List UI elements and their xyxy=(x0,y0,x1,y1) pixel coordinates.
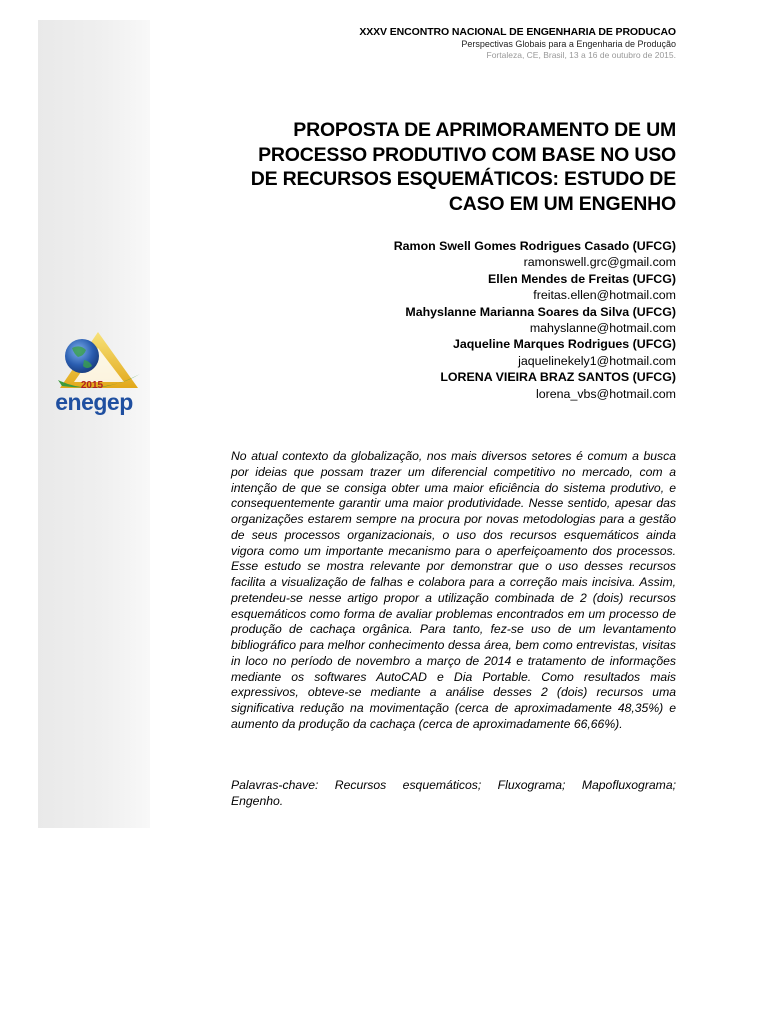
author-email: ramonswell.grc@gmail.com xyxy=(523,255,676,270)
author-email: lorena_vbs@hotmail.com xyxy=(536,386,676,401)
logo-wordmark: enegep xyxy=(55,389,133,415)
author-name: LORENA VIEIRA BRAZ SANTOS (UFCG) xyxy=(440,370,676,385)
conference-location: Fortaleza, CE, Brasil, 13 a 16 de outubro de 2015. xyxy=(486,50,676,60)
side-band xyxy=(38,20,150,828)
title-line: DE RECURSOS ESQUEMÁTICOS: ESTUDO DE xyxy=(250,168,676,190)
title-line: PROPOSTA DE APRIMORAMENTO DE UM xyxy=(293,119,676,141)
enegep-logo xyxy=(40,330,150,416)
paper-title xyxy=(236,118,676,216)
conference-name: XXXV ENCONTRO NACIONAL DE ENGENHARIA DE PRODUCAO xyxy=(359,26,676,38)
keywords: Palavras-chave: Recursos esquemáticos; Fluxograma; Mapofluxograma; Engenho. xyxy=(231,778,676,808)
author-email: mahyslanne@hotmail.com xyxy=(529,321,676,336)
author-name: Ellen Mendes de Freitas (UFCG) xyxy=(488,271,676,286)
author-email: freitas.ellen@hotmail.com xyxy=(533,288,676,303)
author-email: jaquelinekely1@hotmail.com xyxy=(518,353,676,368)
title-line: PROCESSO PRODUTIVO COM BASE NO USO xyxy=(258,143,676,166)
logo-year: 2015 xyxy=(80,380,104,391)
author-name: Mahyslanne Marianna Soares da Silva (UFCG) xyxy=(405,304,676,319)
author-name: Ramon Swell Gomes Rodrigues Casado (UFCG) xyxy=(393,239,676,253)
author-name: Jaqueline Marques Rodrigues (UFCG) xyxy=(452,337,676,352)
conference-subtitle: Perspectivas Globais para a Engenharia de Produção xyxy=(461,39,676,49)
abstract: No atual contexto da globalização, nos mais diversos setores é comum a busca por ideias que possam trazer um diferencial competitivo no mercado, com a intenção de que se consiga obter uma maior eficiência do sistema produtivo, e consequentemente garantir uma maior produtividade. Nesse sentido, apesar das organizações estarem sempre na procura por novas metodologias para a gestão de seus processos organizacionais, o uso dos recursos esquemáticos ainda vigora como um importante mecanismo para o aperfeiçoamento dos processos. Esse estudo se mostra relevante por demonstrar que o uso desses recursos facilita a visualização de falhas e colabora para a correção mais incisiva. Assim, pretendeu-se nesse artigo propor a utilização combinada de 2 (dois) recursos esquemáticos como forma de avaliar problemas encontrados em um processo de produção de cachaça orgânica. Para tanto, fez-se uso de um levantamento bibliográfico para melhor conhecimento dessa área, bem como entrevistas, visitas in loco no período de novembro a março de 2014 e tratamento de informações mediante os softwares AutoCAD e Dia Portable. Como resultados mais expressivos, obteve-se mediante a análise desses 2 (dois) recursos uma significativa redução na movimentação (cerca de aproximadamente 48,35%) e aumento da produção da cachaça (cerca de aproximadamente 66,66%). xyxy=(231,449,676,731)
logo-globe xyxy=(65,339,99,373)
title-line: CASO EM UM ENGENHO xyxy=(448,192,676,215)
author-list xyxy=(216,238,676,402)
conference-header xyxy=(359,26,676,60)
